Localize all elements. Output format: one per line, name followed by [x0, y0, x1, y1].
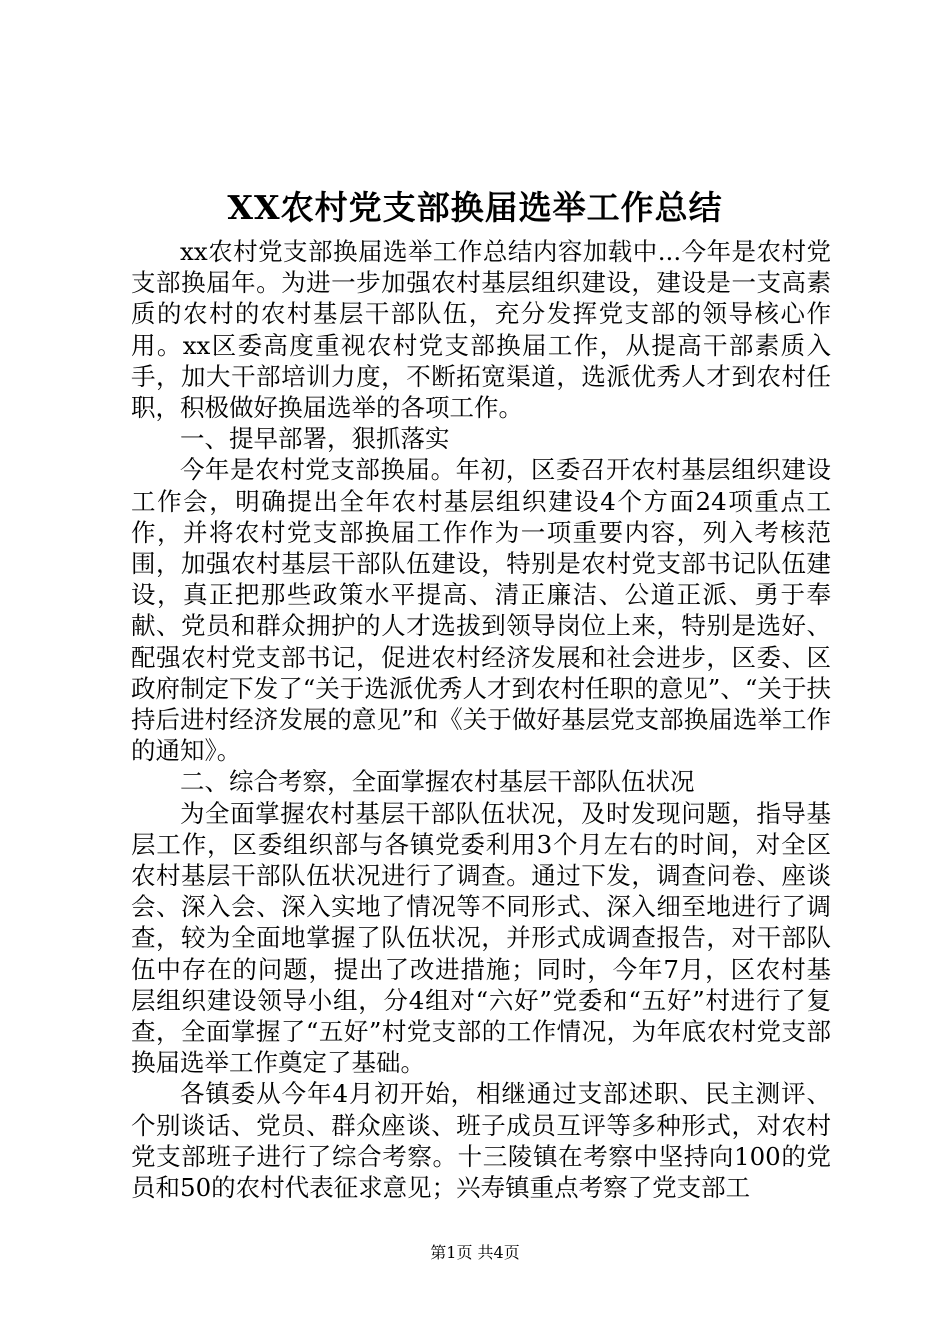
section-heading-1: 一、提早部署，狠抓落实 [180, 424, 450, 454]
paragraph-intro: xx农村党支部换届选举工作总结内容加载中...今年是农村党支部换届年。为进一步加强农村基层组织建设，建设是一支高素质的农村的农村基层干部队伍，充分发挥党支部的领导核心作用。xx区委高度重视农村党支部换届工作，从提高干部素质入手，加大干部培训力度，不断拓宽渠道，选派优秀人才到农村任职，积极做好换届选举的各项工作。 [131, 237, 831, 423]
document-title: XX农村党支部换届选举工作总结 [227, 188, 723, 227]
paragraph-section-2: 为全面掌握农村基层干部队伍状况，及时发现问题，指导基层工作，区委组织部与各镇党委利用3个月左右的时间，对全区农村基层干部队伍状况进行了调查。通过下发，调查问卷、座谈会、深入会、深入实地了情况等不同形式、深入细至地进行了调查，较为全面地掌握了队伍状况，并形式成调查报告，对干部队伍中存在的问题，提出了改进措施；同时，今年7月，区农村基层组织建设领导小组，分4组对“六好”党委和“五好”村进行了复查，全面掌握了“五好”村党支部的工作情况，为年底农村党支部换届选举工作奠定了基础。 [131, 798, 831, 1078]
paragraph-section-1: 今年是农村党支部换届。年初，区委召开农村基层组织建设工作会，明确提出全年农村基层组织建设4个方面24项重点工作，并将农村党支部换届工作作为一项重要内容，列入考核范围，加强农村基层干部队伍建设，特别是农村党支部书记队伍建设，真正把那些政策水平提高、清正廉洁、公道正派、勇于奉献、党员和群众拥护的人才选拔到领导岗位上来，特别是选好、配强农村党支部书记，促进农村经济发展和社会进步，区委、区政府制定下发了“关于选派优秀人才到农村任职的意见”、“关于扶持后进村经济发展的意见”和《关于做好基层党支部换届选举工作的通知》。 [131, 455, 831, 766]
document-body [131, 236, 831, 1203]
section-heading-2: 二、综合考察，全面掌握农村基层干部队伍状况 [180, 767, 695, 797]
paragraph-section-2b: 各镇委从今年4月初开始，相继通过支部述职、民主测评、个别谈话、党员、群众座谈、班子成员互评等多种形式，对农村党支部班子进行了综合考察。十三陵镇在考察中坚持向100的党员和50的农村代表征求意见；兴寿镇重点考察了党支部工 [131, 1079, 831, 1203]
page-footer: 第1页 共4页 [430, 1243, 520, 1262]
